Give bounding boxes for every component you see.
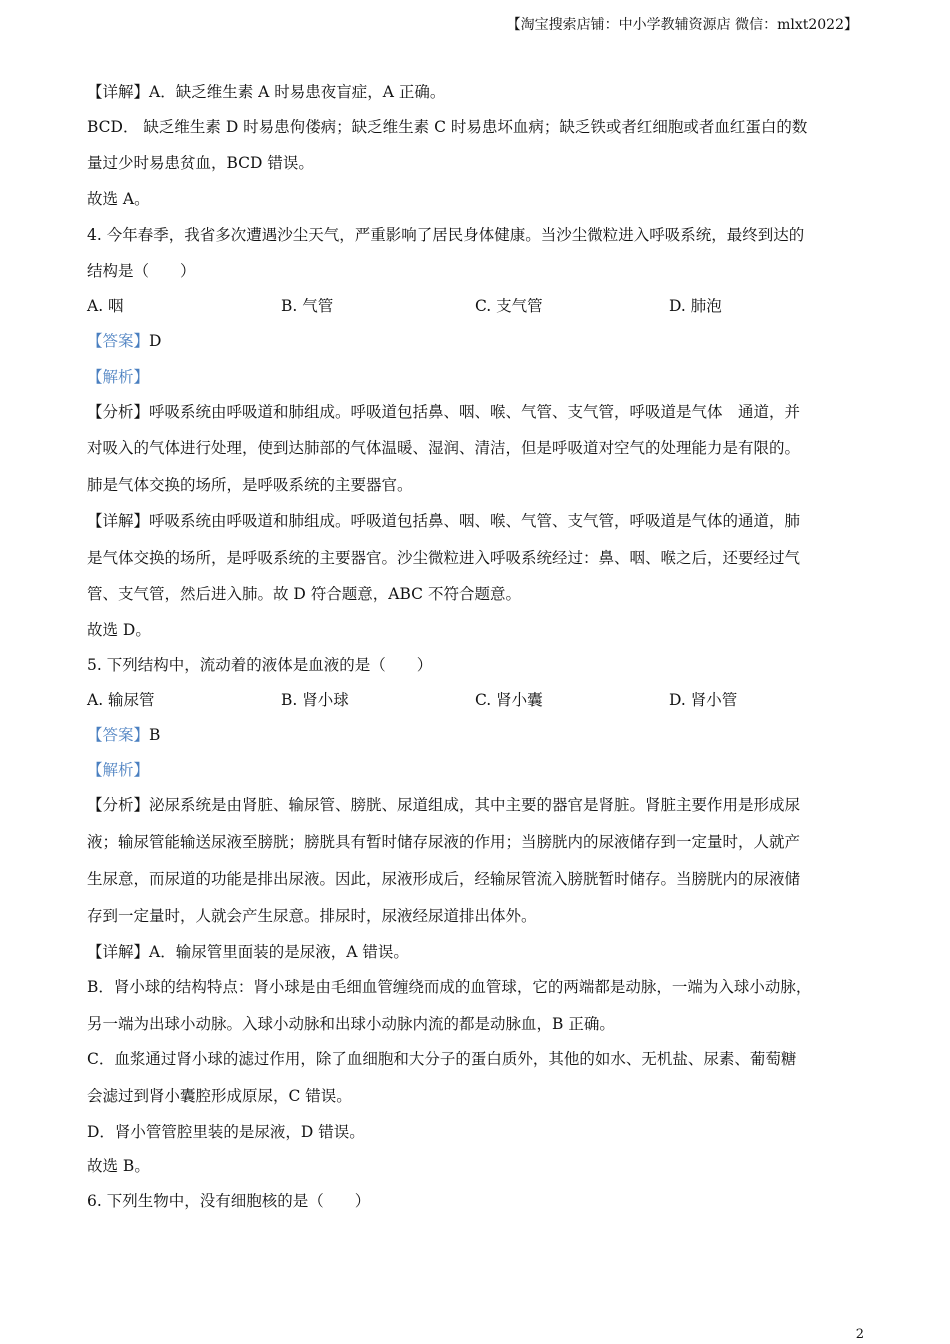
q6-stem: 6. 下列生物中，没有细胞核的是（ ） [87,1192,371,1210]
q3-detail-line: 【详解】A．缺乏维生素 A 时易患夜盲症，A 正确。 [87,83,446,101]
q3-detail-line: BCD． 缺乏维生素 D 时易患佝偻病；缺乏维生素 C 时易患坏血病；缺乏铁或者红细胞或者血红蛋白的数 [87,118,808,136]
q5-analysis-line: 存到一定量时，人就会产生尿意。排尿时，尿液经尿道排出体外。 [87,907,537,925]
q5-option-d: D. 肾小管 [669,691,738,709]
q3-detail-line: 量过少时易患贫血，BCD 错误。 [87,154,314,172]
q5-analysis-label: 【解析】 [87,761,150,779]
q5-analysis-line: 生尿意，而尿道的功能是排出尿液。因此，尿液形成后，经输尿管流入膀胱暂时储存。当膀胱内的尿液储 [87,870,801,888]
q4-option-b: B. 气管 [281,297,334,315]
q5-answer [87,724,859,746]
q5-detail-line: D．肾小管管腔里装的是尿液，D 错误。 [87,1123,365,1141]
q4-option-d: D. 肺泡 [669,297,722,315]
q4-detail-line: 管、支气管，然后进入肺。故 D 符合题意，ABC 不符合题意。 [87,585,521,603]
q5-conclusion: 故选 B。 [87,1157,150,1175]
q4-stem: 4. 今年春季，我省多次遭遇沙尘天气，严重影响了居民身体健康。当沙尘微粒进入呼吸系统，最终到达的 [87,226,805,244]
answer-label: 【答案】 [87,332,150,350]
answer-label: 【答案】 [87,726,150,744]
q5-option-c: C. 肾小囊 [475,691,543,709]
q5-option-a: A. 输尿管 [87,691,155,709]
q5-detail-line: 会滤过到肾小囊腔形成原尿，C 错误。 [87,1087,352,1105]
q4-analysis-line: 对吸入的气体进行处理，使到达肺部的气体温暖、湿润、清洁，但是呼吸道对空气的处理能力是有限的。 [87,439,801,457]
q4-option-c: C. 支气管 [475,297,543,315]
q4-option-a: A. 咽 [87,297,124,315]
q4-analysis-label: 【解析】 [87,368,150,386]
q5-detail-line: C．血浆通过肾小球的滤过作用，除了血细胞和大分子的蛋白质外，其他的如水、无机盐、尿素、葡萄糖 [87,1050,797,1068]
q5-detail-line: 【详解】A．输尿管里面装的是尿液，A 错误。 [87,943,409,961]
q5-detail-line: 另一端为出球小动脉。入球小动脉和出球小动脉内流的都是动脉血，B 正确。 [87,1015,615,1033]
q4-conclusion: 故选 D。 [87,621,151,639]
q4-answer [87,330,859,352]
q3-conclusion: 故选 A。 [87,190,150,208]
q4-analysis-line: 肺是气体交换的场所，是呼吸系统的主要器官。 [87,476,413,494]
answer-value: D [149,332,162,350]
q4-detail-line: 【详解】呼吸系统由呼吸道和肺组成。呼吸道包括鼻、咽、喉、气管、支气管，呼吸道是气体的通道，肺 [87,512,801,530]
q5-analysis-line: 液；输尿管能输送尿液至膀胱；膀胱具有暂时储存尿液的作用；当膀胱内的尿液储存到一定量时，人就产 [87,833,801,851]
page-number: 2 [855,1327,864,1342]
q5-option-b: B. 肾小球 [281,691,349,709]
q5-analysis-line: 【分析】泌尿系统是由肾脏、输尿管、膀胱、尿道组成，其中主要的器官是肾脏。肾脏主要作用是形成尿 [87,796,801,814]
page-header: 【淘宝搜索店铺：中小学教辅资源店 微信：mlxt2022】 [506,17,858,33]
answer-value: B [149,726,161,744]
q4-analysis-line: 【分析】呼吸系统由呼吸道和肺组成。呼吸道包括鼻、咽、喉、气管、支气管，呼吸道是气体 通道，并 [87,403,801,421]
q5-stem: 5. 下列结构中，流动着的液体是血液的是（ ） [87,656,433,674]
q5-detail-line: B．肾小球的结构特点：肾小球是由毛细血管缠绕而成的血管球，它的两端都是动脉，一端为入球小动脉， [87,978,812,996]
q4-detail-line: 是气体交换的场所，是呼吸系统的主要器官。沙尘微粒进入呼吸系统经过：鼻、咽、喉之后，还要经过气 [87,549,801,567]
q4-stem: 结构是（ ） [87,262,196,280]
